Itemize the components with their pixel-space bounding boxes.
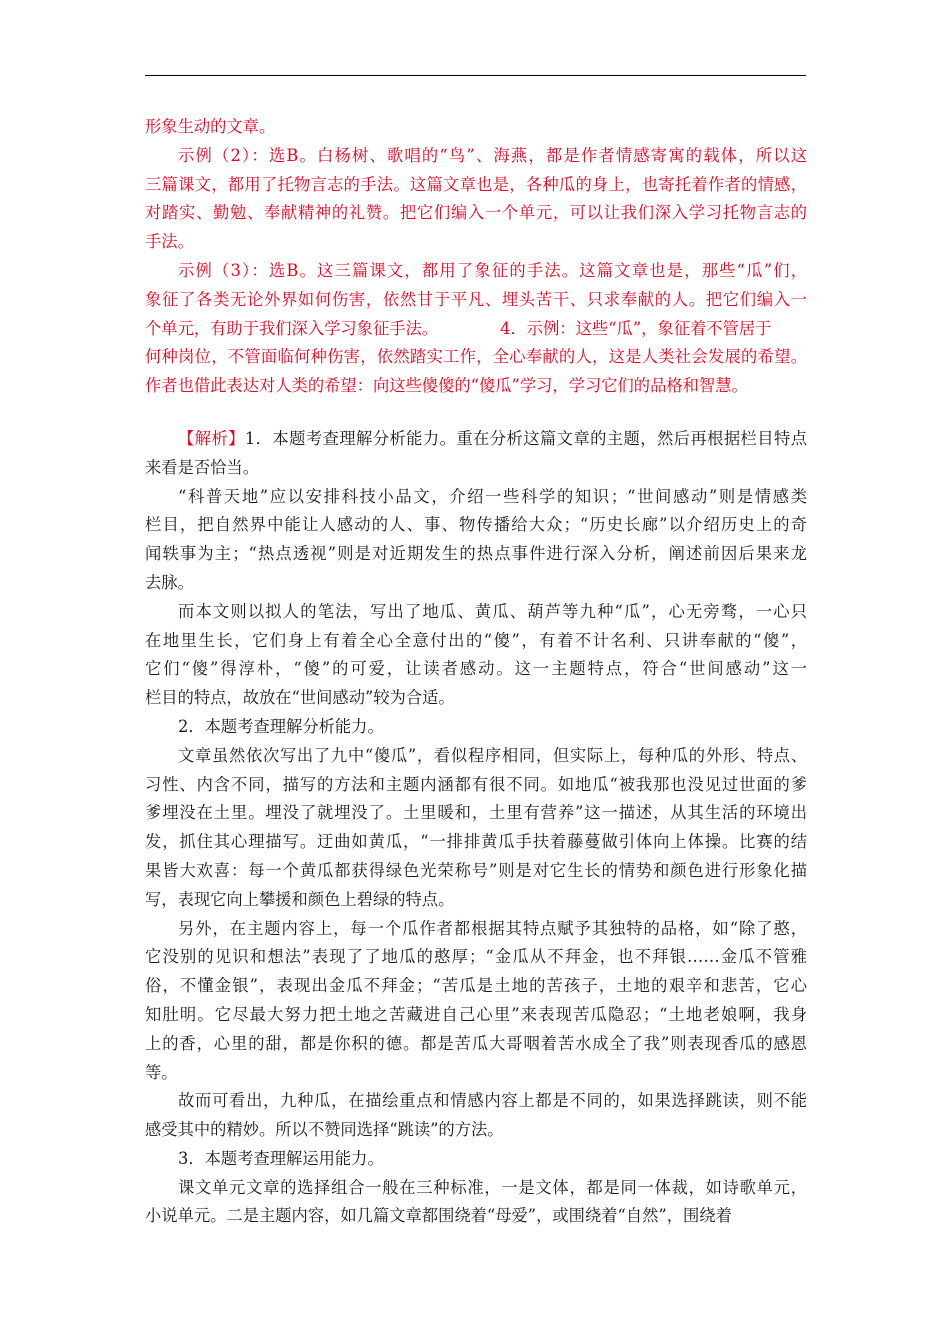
- text-line: “科普天地”应以安排科技小品文，介绍一些科学的知识；“世间感动”则是情感类: [178, 486, 807, 506]
- text-line: 在地里生长，它们身上有着全心全意付出的“傻”，有着不计名利、只讲奉献的“傻”，: [145, 630, 807, 650]
- text-line: 另外，在主题内容上，每一个瓜作者都根据其特点赋予其独特的品格，如“除了憨，: [178, 918, 807, 938]
- text-line: 它们“傻”得淳朴，“傻”的可爱，让读者感动。这一主题特点，符合“世间感动”这一: [145, 659, 807, 679]
- text-line: 课文单元文章的选择组合一般在三种标准，一是文体，都是同一体裁，如诗歌单元，: [178, 1177, 807, 1197]
- text-line: 手法。: [145, 232, 194, 252]
- text-line: 作者也借此表达对人类的希望：向这些傻傻的“傻瓜”学习，学习它们的品格和智慧。: [145, 376, 748, 396]
- text-line: 栏目，把自然界中能让人感动的人、事、物传播给大众；“历史长廊”以介绍历史上的奇: [145, 515, 807, 535]
- text-line: 小说单元。二是主题内容，如几篇文章都围绕着“母爱”，或围绕着“自然”，围绕着: [145, 1206, 732, 1226]
- text-line: 示例（2）：选B。白杨树、歌唱的“鸟”、海燕，都是作者情感寄寓的载体，所以这: [178, 145, 807, 165]
- answer-section: [145, 113, 807, 401]
- text-line: 象征了各类无论外界如何伤害，依然甘于平凡、埋头苦干、只求奉献的人。把它们编入一: [145, 289, 807, 309]
- text-line: 感受其中的精妙。所以不赞同选择“跳读”的方法。: [145, 1120, 504, 1140]
- analysis-tag: 【解析】: [178, 428, 245, 448]
- analysis-section: [145, 425, 807, 1231]
- text-line: 习性、内含不同，描写的方法和主题内涵都有很不同。如地瓜“被我那也没见过世面的爹: [145, 774, 807, 794]
- text-line: 它没别的见识和想法”表现了了地瓜的憨厚；“金瓜从不拜金，也不拜银……金瓜不管雅: [145, 947, 807, 967]
- text-line: 知肚明。它尽最大努力把土地之苦藏进自己心里”来表现苦瓜隐忍；“土地老娘啊，我身: [145, 1004, 807, 1024]
- header-rule: [145, 75, 806, 76]
- text-line: [145, 425, 807, 454]
- text-line: 等。: [145, 1062, 178, 1082]
- text-line: 3．本题考查理解运用能力。: [178, 1148, 384, 1168]
- text-line: 对踏实、勤勉、奉献精神的礼赞。把它们编入一个单元，可以让我们深入学习托物言志的: [145, 203, 807, 223]
- text-line: 何种岗位，不管面临何种伤害，依然踏实工作，全心奉献的人，这是人类社会发展的希望。: [145, 347, 807, 367]
- text-line: 形象生动的文章。: [145, 117, 276, 136]
- text-line: 去脉。: [145, 572, 194, 592]
- section-spacer: [145, 401, 807, 425]
- text-line: 闻轶事为主；“热点透视”则是对近期发生的热点事件进行深入分析，阐述前因后果来龙: [145, 544, 807, 564]
- text-line: 俗，不懂金银”，表现出金瓜不拜金；“苦瓜是土地的苦孩子，土地的艰辛和悲苦，它心: [145, 976, 807, 996]
- text-line: 故而可看出，九种瓜，在描绘重点和情感内容上都是不同的，如果选择跳读，则不能: [178, 1091, 807, 1111]
- text-line: 而本文则以拟人的笔法，写出了地瓜、黄瓜、葫芦等九种“瓜”，心无旁骛，一心只: [178, 601, 807, 621]
- analysis-first-line: 1．本题考查理解分析能力。重在分析这篇文章的主题，然后再根据栏目特点: [244, 428, 807, 448]
- text-line: 示例（3）：选B。这三篇课文，都用了象征的手法。这篇文章也是，那些“瓜”们，: [178, 260, 807, 280]
- text-line: 个单元，有助于我们深入学习象征手法。 4．示例：这些“瓜”，象征着不管居于: [145, 318, 772, 338]
- text-line: 爹埋没在土里。埋没了就埋没了。土里暖和，土里有营养”这一描述，从其生活的环境出: [145, 803, 807, 823]
- text-line: 文章虽然依次写出了九中“傻瓜”，看似程序相同，但实际上，每种瓜的外形、特点、: [178, 745, 807, 765]
- text-line: 上的香，心里的甜，都是你积的德。都是苦瓜大哥咽着苦水成全了我”则表现香瓜的感恩: [145, 1033, 807, 1053]
- text-line: 栏目的特点，故放在“世间感动”较为合适。: [145, 688, 455, 708]
- text-line: 果皆大欢喜：每一个黄瓜都获得绿色光荣称号”则是对它生长的情势和颜色进行形象化描: [145, 860, 807, 880]
- text-line: 三篇课文，都用了托物言志的手法。这篇文章也是，各种瓜的身上，也寄托着作者的情感，: [145, 174, 807, 194]
- text-line: 来看是否恰当。: [145, 457, 259, 477]
- text-line: 发，抓住其心理描写。迂曲如黄瓜，“一排排黄瓜手扶着藤蔓做引体向上体操。比赛的结: [145, 832, 807, 852]
- document-body: [145, 113, 807, 1231]
- text-line: 2．本题考查理解分析能力。: [178, 716, 384, 736]
- text-line: 写，表现它向上攀援和颜色上碧绿的特点。: [145, 889, 455, 909]
